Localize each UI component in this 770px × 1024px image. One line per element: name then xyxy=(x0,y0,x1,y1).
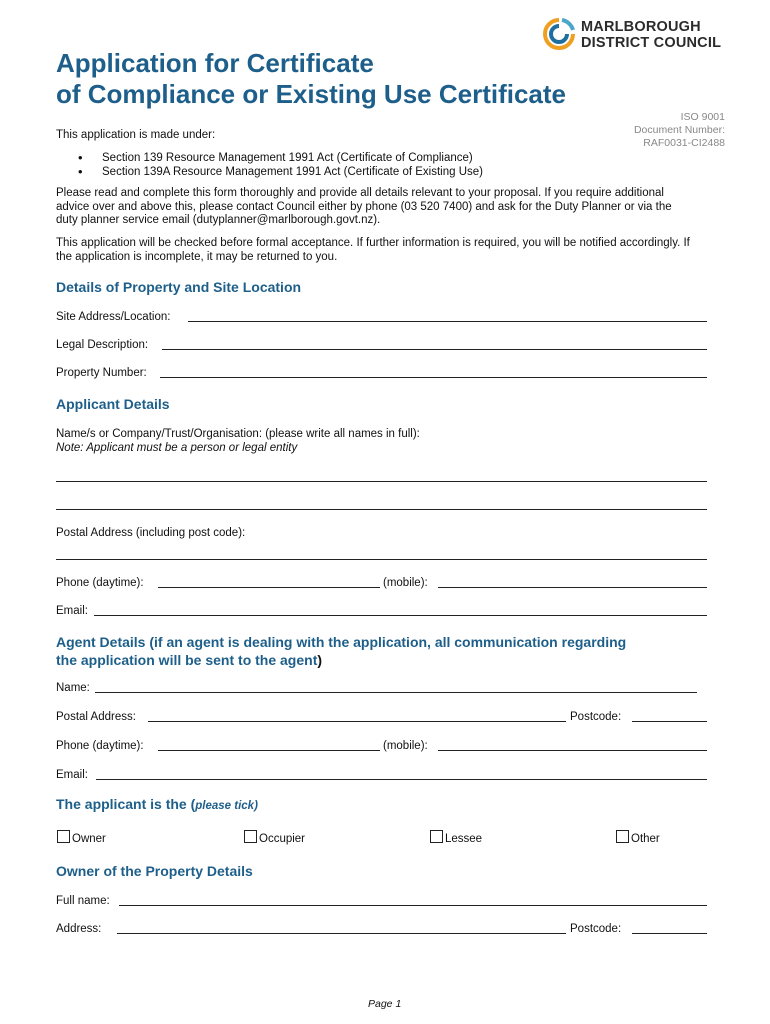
site-address-label: Site Address/Location: xyxy=(56,311,171,323)
owner-postcode-label: Postcode: xyxy=(570,923,622,935)
owner-postcode-field[interactable] xyxy=(632,933,707,934)
site-address-field[interactable] xyxy=(188,321,707,322)
owner-checkbox[interactable] xyxy=(57,830,70,843)
doc-number-label: Document Number: xyxy=(633,124,725,136)
page-number: Page 1 xyxy=(368,998,402,1010)
property-number-label: Property Number: xyxy=(56,367,147,379)
page-title xyxy=(56,48,566,110)
phone-field[interactable] xyxy=(158,587,380,588)
agent-name-label: Name: xyxy=(56,682,90,694)
other-option-label: Other xyxy=(631,833,660,845)
applicant-is-heading-text: The applicant is the ( xyxy=(56,796,196,812)
agent-mobile-label: (mobile): xyxy=(383,740,428,752)
made-under-text: This application is made under: xyxy=(56,129,216,141)
legal-description-field[interactable] xyxy=(162,349,707,350)
lessee-option-label: Lessee xyxy=(445,833,483,845)
other-checkbox[interactable] xyxy=(616,830,629,843)
agent-postcode-field[interactable] xyxy=(632,721,707,722)
agent-heading-line-1: Agent Details (if an agent is dealing with the application, all communication regarding xyxy=(56,634,627,650)
list-item: • Section 139A Resource Management 1991 Act (Certificate of Existing Use) xyxy=(56,165,656,179)
agent-heading xyxy=(56,633,736,669)
applicant-is-heading-italic: please tick) xyxy=(195,800,258,812)
agent-mobile-field[interactable] xyxy=(438,750,707,751)
agent-phone-label: Phone (daytime): xyxy=(56,740,144,752)
postal-address-field[interactable] xyxy=(56,559,707,560)
applicant-names-field-1[interactable] xyxy=(56,481,707,482)
agent-heading-line-2 xyxy=(56,651,736,669)
owner-heading: Owner of the Property Details xyxy=(56,863,253,879)
logo-line-1: MARLBOROUGH xyxy=(581,19,701,35)
agent-name-field[interactable] xyxy=(95,692,697,693)
iso-label: ISO 9001 xyxy=(680,111,725,123)
agent-heading-paren: ) xyxy=(317,652,323,668)
lessee-checkbox[interactable] xyxy=(430,830,443,843)
agent-phone-field[interactable] xyxy=(158,750,380,751)
legal-description-label: Legal Description: xyxy=(56,339,149,351)
owner-fullname-label: Full name: xyxy=(56,895,110,907)
property-heading: Details of Property and Site Location xyxy=(56,279,302,295)
mobile-field[interactable] xyxy=(438,587,707,588)
title-line-2: of Compliance or Existing Use Certificate xyxy=(56,79,567,109)
council-logo-icon xyxy=(542,17,576,53)
postal-address-label: Postal Address (including post code): xyxy=(56,527,246,539)
list-item: • Section 139 Resource Management 1991 Act (Certificate of Compliance) xyxy=(56,151,656,165)
mobile-label: (mobile): xyxy=(383,577,428,589)
email-field[interactable] xyxy=(94,615,707,616)
owner-option-label: Owner xyxy=(72,833,106,845)
section-list xyxy=(56,151,656,179)
intro-paragraph-1: Please read and complete this form thoroughly and provide all details relevant to your proposal. If you require additional advice over and above this, please contact Council either by phone (03 520 7400) and ask for the Duty Planner or via the duty planner service email (dutyplanner@marlborough.govt.nz). xyxy=(56,187,672,226)
title-line-1: Application for Certificate xyxy=(56,48,374,78)
intro-paragraph-2: This application will be checked before formal acceptance. If further information is required, you will be notified accordingly. If the application is incomplete, it may be returned to you. xyxy=(56,237,690,263)
applicant-is-heading xyxy=(56,796,258,812)
council-logo-text xyxy=(581,19,721,51)
applicant-names-field-2[interactable] xyxy=(56,509,707,510)
owner-address-label: Address: xyxy=(56,923,102,935)
occupier-checkbox[interactable] xyxy=(244,830,257,843)
applicant-names-label: Name/s or Company/Trust/Organisation: (please write all names in full): xyxy=(56,428,420,440)
phone-label: Phone (daytime): xyxy=(56,577,144,589)
owner-fullname-field[interactable] xyxy=(119,905,707,906)
occupier-option-label: Occupier xyxy=(259,833,306,845)
agent-postal-label: Postal Address: xyxy=(56,711,136,723)
applicant-heading: Applicant Details xyxy=(56,396,170,412)
agent-postcode-label: Postcode: xyxy=(570,711,622,723)
agent-email-label: Email: xyxy=(56,769,88,781)
email-label: Email: xyxy=(56,605,88,617)
owner-address-field[interactable] xyxy=(117,933,566,934)
agent-email-field[interactable] xyxy=(96,779,707,780)
applicant-note: Note: Applicant must be a person or legal entity xyxy=(56,442,298,454)
agent-postal-field[interactable] xyxy=(148,721,566,722)
agent-heading-line-2-text: the application will be sent to the agent xyxy=(56,652,318,668)
property-number-field[interactable] xyxy=(160,377,707,378)
logo-line-2: DISTRICT COUNCIL xyxy=(581,35,722,51)
doc-number: RAF0031-CI2488 xyxy=(643,137,725,149)
document-info xyxy=(600,111,725,150)
